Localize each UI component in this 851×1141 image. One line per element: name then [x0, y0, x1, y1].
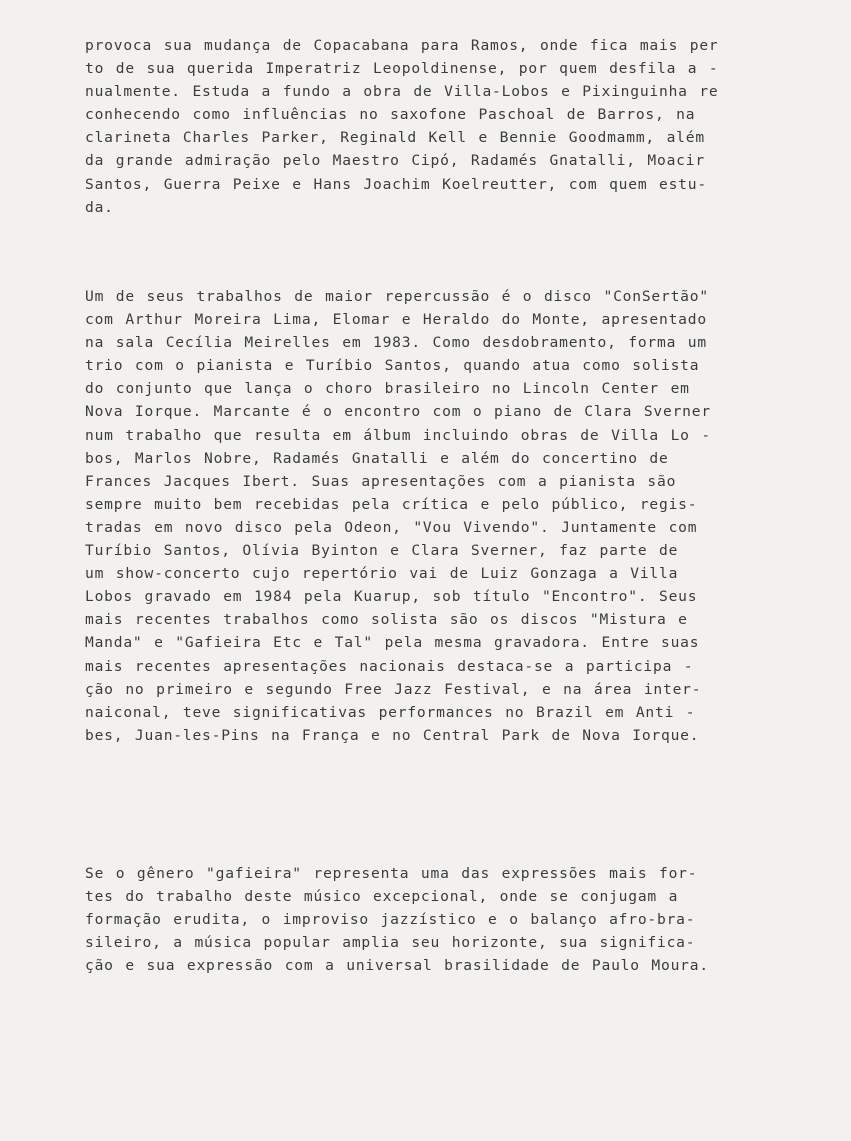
text-line: tradas em novo disco pela Odeon, "Vou Vivendo". Juntamente com [85, 518, 698, 536]
text-line: bos, Marlos Nobre, Radamés Gnatalli e além do concertino de [85, 449, 669, 467]
text-line: naiconal, teve significativas performances no Brazil em Anti - [85, 703, 696, 721]
text-line: mais recentes apresentações nacionais destaca-se a participa - [85, 657, 694, 675]
text-line: conhecendo como influências no saxofone Paschoal de Barros, na [85, 106, 696, 124]
text-line: ção e sua expressão com a universal brasilidade de Paulo Moura. [85, 957, 709, 975]
text-line: mais recentes trabalhos como solista são os discos "Mistura e [85, 611, 688, 629]
text-line: clarineta Charles Parker, Reginald Kell e Bennie Goodmamm, além [85, 129, 705, 147]
text-line: com Arthur Moreira Lima, Elomar e Heraldo do Monte, apresentado [85, 311, 707, 329]
text-line: do conjunto que lança o choro brasileiro no Lincoln Center em [85, 380, 690, 398]
text-line: tes do trabalho deste músico excepcional, onde se conjugam a [85, 888, 679, 906]
text-line: Santos, Guerra Peixe e Hans Joachim Koelreutter, com quem estu- [85, 175, 707, 193]
text-line: da. [85, 198, 114, 216]
text-line: formação erudita, o improviso jazzístico e o balanço afro-bra- [85, 911, 696, 929]
paragraph-1 [85, 34, 719, 219]
text-line: um show-concerto cujo repertório vai de Luiz Gonzaga a Villa [85, 565, 679, 583]
text-line: Nova Iorque. Marcante é o encontro com o piano de Clara Sverner [85, 403, 711, 421]
text-line: Um de seus trabalhos de maior repercussão é o disco "ConSertão" [85, 288, 709, 305]
text-line: Frances Jacques Ibert. Suas apresentações com a pianista são [85, 472, 677, 490]
text-line: na sala Cecília Meirelles em 1983. Como desdobramento, forma um [85, 334, 707, 352]
text-line: bes, Juan-les-Pins na França e no Central Park de Nova Iorque. [85, 726, 700, 744]
text-line: trio com o pianista e Turíbio Santos, quando atua como solista [85, 357, 700, 375]
text-line: sempre muito bem recebidas pela crítica e pelo público, regis- [85, 495, 698, 513]
paragraph-2 [85, 285, 711, 747]
text-line: Se o gênero "gafieira" representa uma das expressões mais for- [85, 865, 698, 882]
text-line: Turíbio Santos, Olívia Byinton e Clara Sverner, faz parte de [85, 542, 679, 560]
text-line: to de sua querida Imperatriz Leopoldinense, por quem desfila a - [85, 60, 719, 78]
text-line: provoca sua mudança de Copacabana para Ramos, onde fica mais per [85, 37, 719, 54]
text-line: num trabalho que resulta em álbum incluindo obras de Villa Lo - [85, 426, 711, 444]
text-line: nualmente. Estuda a fundo a obra de Villa-Lobos e Pixinguinha re [85, 83, 719, 101]
text-line: da grande admiração pelo Maestro Cipó, Radamés Gnatalli, Moacir [85, 152, 705, 170]
text-line: Lobos gravado em 1984 pela Kuarup, sob título "Encontro". Seus [85, 588, 698, 606]
text-line: ção no primeiro e segundo Free Jazz Festival, e na área inter- [85, 680, 702, 698]
paragraph-3 [85, 862, 709, 977]
text-line: Manda" e "Gafieira Etc e Tal" pela mesma gravadora. Entre suas [85, 634, 700, 652]
text-line: sileiro, a música popular amplia seu horizonte, sua significa- [85, 934, 696, 952]
